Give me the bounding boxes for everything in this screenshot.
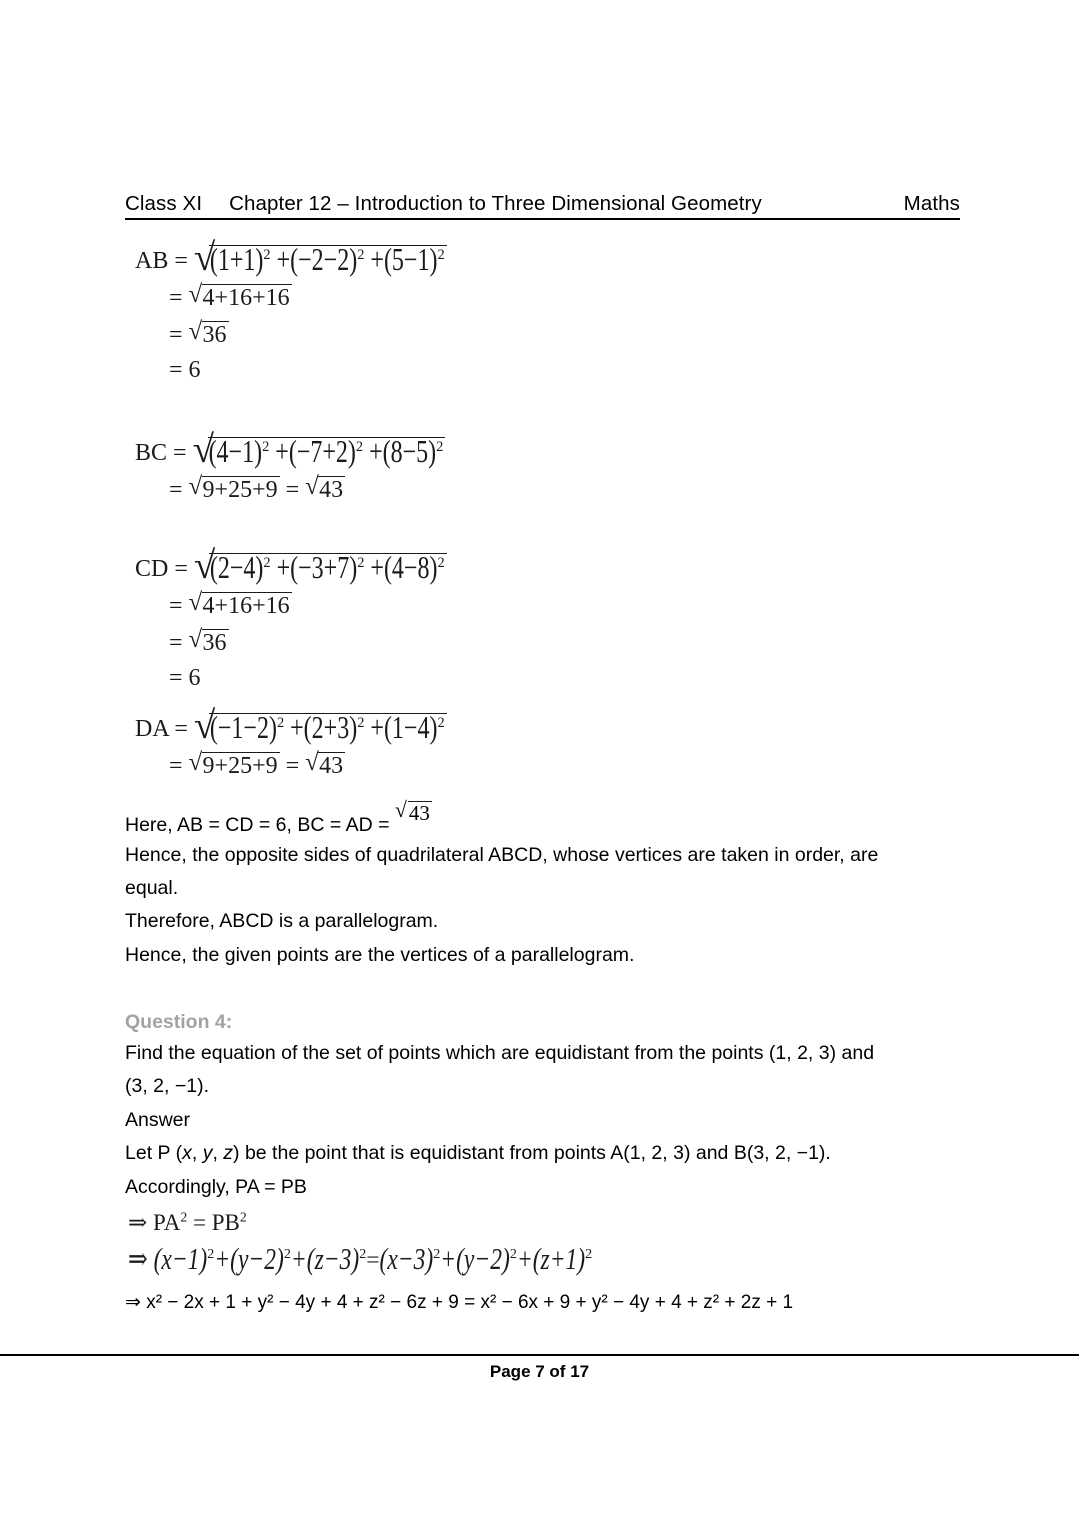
question-text-line-2: (3, 2, −1). (125, 1075, 209, 1097)
pb-squared: = PB (192, 1210, 240, 1235)
here-line-radical (395, 801, 432, 824)
equation-bc-label: BC = (135, 440, 187, 466)
exponent-2: 2 (357, 715, 365, 731)
exponent-2: 2 (263, 555, 271, 571)
equation-ab-line1 (135, 243, 447, 279)
equation-da-term1: (−1−2) (209, 711, 277, 747)
equation-block-bc (135, 437, 445, 502)
header-chapter-label: Chapter 12 – Introduction to Three Dimensional Geometry (229, 192, 762, 215)
exponent-2: 2 (436, 439, 444, 455)
question-text-line-1: Find the equation of the set of points which are equidistant from the points (1, 2, 3) and (125, 1042, 875, 1064)
page-header (125, 192, 960, 220)
answer-line-1-suffix: ) be the point that is equidistant from points A(1, 2, 3) and B(3, 2, −1). (233, 1142, 831, 1164)
exponent-2: 2 (509, 1246, 517, 1263)
radical-da-43 (305, 752, 345, 778)
equation-da-line1 (135, 711, 447, 747)
exponent-2: 2 (433, 1246, 441, 1263)
equation-cd-line2: = √ 4+16+16 (135, 592, 447, 618)
expanded-equals: = (366, 1247, 380, 1273)
exponent-2: 2 (585, 1246, 593, 1263)
equation-bc-line2: = √ 9+25+9 = √ 43 (135, 476, 445, 502)
equation-pa-pb-squared (128, 1211, 247, 1234)
radical-bc-sum (189, 476, 280, 502)
question-label: Question 4: (125, 1011, 233, 1033)
footer-page-number: Page 7 of 17 (489, 1362, 590, 1381)
exponent-2: 2 (207, 1246, 215, 1263)
equation-ab-line3: = √ 36 (135, 321, 447, 347)
equation-da-sum: 9+25+9 (202, 753, 278, 779)
equation-ab-term1: (1+1) (209, 243, 264, 279)
exponent-2: 2 (357, 247, 365, 263)
radical-da (194, 711, 447, 747)
radical-ab-36 (189, 321, 229, 347)
expanded-lhs-term3: +(z−3) (290, 1242, 360, 1277)
answer-line-1 (125, 1144, 831, 1164)
equation-cd-line1 (135, 551, 447, 587)
var-y: y (202, 1142, 213, 1164)
equation-block-da (135, 713, 447, 778)
equation-cd-line3: = √ 36 (135, 629, 447, 655)
comma-1: , (191, 1142, 203, 1164)
equation-da-label: DA = (135, 716, 188, 742)
equation-cd-term1: (2−4) (209, 551, 264, 587)
equation-da-term2: +(2+3) (290, 711, 358, 747)
equation-cd-term2: +(−3+7) (276, 551, 358, 587)
equation-da-line2: = √ 9+25+9 = √ 43 (135, 752, 447, 778)
equation-cd-term3: +(4−8) (370, 551, 438, 587)
hence-line-1: Hence, the opposite sides of quadrilateral ABCD, whose vertices are taken in order, are (125, 844, 879, 866)
pa-squared: ⇒ PA (128, 1210, 181, 1235)
exponent-2: 2 (263, 247, 271, 263)
here-line-text: Here, AB = CD = 6, BC = AD = (125, 814, 390, 836)
exponent-2: 2 (283, 1246, 291, 1263)
exponent-2: 2 (276, 715, 285, 731)
equation-bc-43: 43 (319, 477, 344, 503)
equation-ab-36: 36 (202, 322, 227, 348)
answer-line-1-prefix: Let P ( (125, 1142, 183, 1164)
equation-ab-line4: = 6 (169, 357, 201, 383)
exponent-2: 2 (359, 1246, 367, 1263)
radical-bc-43 (305, 476, 345, 502)
expanded-lhs-term1: ⇒ (x−1) (128, 1242, 208, 1277)
exponent-2: 2 (180, 1209, 188, 1225)
hence-line-3: Hence, the given points are the vertices of a parallelogram. (125, 944, 635, 966)
equation-da-43: 43 (319, 753, 344, 779)
hence-line-2: equal. (125, 877, 179, 899)
exponent-2: 2 (357, 555, 365, 571)
equation-pa-pb (128, 1211, 247, 1234)
equation-ab-term2: +(−2−2) (276, 243, 358, 279)
radical-cd (194, 551, 447, 587)
equation-block-cd (135, 553, 447, 690)
equation-final-expansion: ⇒ x² − 2x + 1 + y² − 4y + 4 + z² − 6z + 9 = x² − 6x + 9 + y² − 4y + 4 + z² + 2z + 1 (125, 1292, 794, 1313)
header-class-label: Class XI (125, 192, 203, 215)
equation-cd-label: CD = (135, 556, 188, 582)
radical-bc (193, 435, 446, 471)
equation-bc-sum: 9+25+9 (202, 477, 278, 503)
expanded-lhs-term2: +(y−2) (214, 1242, 284, 1277)
equation-cd-line4: = 6 (169, 665, 201, 691)
comma-2: , (212, 1142, 224, 1164)
equation-expanded-line (128, 1242, 593, 1277)
equation-bc-term3: +(8−5) (369, 435, 437, 471)
equation-block-ab (135, 245, 447, 382)
radical-cd-36 (189, 629, 229, 655)
footer-divider (0, 1354, 1079, 1356)
equation-bc-term2: +(−7+2) (275, 435, 356, 471)
equation-expanded-squares (128, 1242, 593, 1277)
equation-ab-label: AB = (135, 248, 188, 274)
equation-ab-line2: = √ 4+16+16 (135, 284, 447, 310)
equation-bc-line1 (135, 435, 445, 471)
here-line-radicand: 43 (408, 801, 430, 825)
answer-line-2: Accordingly, PA = PB (125, 1176, 307, 1198)
expanded-rhs-term1: (x−3) (379, 1242, 434, 1277)
equation-ab-term3: +(5−1) (370, 243, 438, 279)
exponent-2: 2 (437, 715, 445, 731)
therefore-line: Therefore, ABCD is a parallelogram. (125, 910, 439, 932)
exponent-2: 2 (355, 439, 364, 455)
header-subject-label: Maths (903, 192, 960, 215)
exponent-2: 2 (239, 1209, 247, 1225)
radical-ab-sum (189, 284, 292, 310)
equation-da-term3: +(1−4) (370, 711, 438, 747)
radical-ab (194, 243, 447, 279)
radical-cd-sum (189, 592, 292, 618)
exponent-2: 2 (262, 439, 270, 455)
expanded-rhs-term2: +(y−2) (440, 1242, 510, 1277)
exponent-2: 2 (437, 555, 445, 571)
answer-label: Answer (125, 1109, 191, 1131)
expanded-rhs-term3: +(z+1) (516, 1242, 586, 1277)
radical-da-sum (189, 752, 280, 778)
equation-ab-sum: 4+16+16 (202, 285, 290, 311)
equation-cd-sum: 4+16+16 (202, 593, 290, 619)
exponent-2: 2 (437, 247, 445, 263)
equation-bc-term1: (4−1) (208, 435, 263, 471)
var-x: x (182, 1142, 192, 1164)
here-line (125, 801, 432, 836)
var-z: z (223, 1142, 234, 1164)
equation-cd-36: 36 (202, 630, 227, 656)
